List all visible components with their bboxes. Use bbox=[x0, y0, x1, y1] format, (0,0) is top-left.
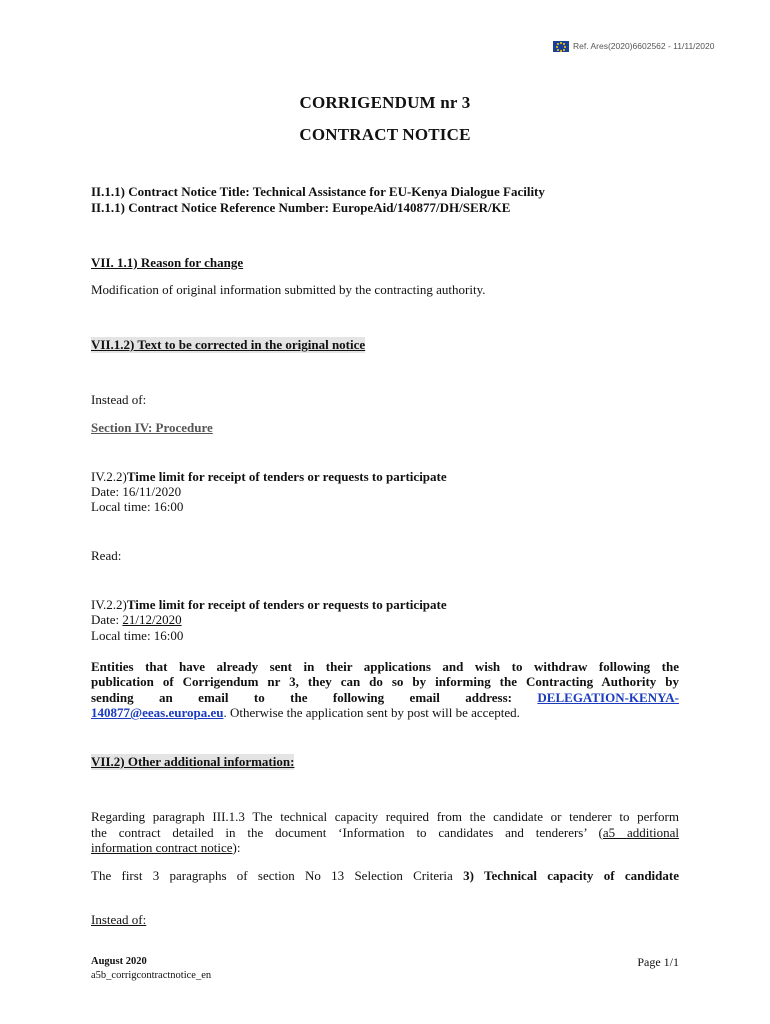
additional-para-line-2: the contract detailed in the document ‘Information to candidates and tenderers’ (a5 additional bbox=[91, 825, 679, 840]
document-title: CORRIGENDUM nr 3 bbox=[299, 93, 471, 112]
new-time-limit: IV.2.2)Time limit for receipt of tenders or requests to participate bbox=[91, 597, 447, 612]
reference-text: Ref. Ares(2020)6602562 - 11/11/2020 bbox=[573, 41, 715, 51]
document-reference bbox=[553, 39, 714, 53]
criteria-line: The first 3 paragraphs of section No 13 Selection Criteria 3) Technical capacity of candidate bbox=[91, 868, 679, 883]
instead-of-label-2: Instead of: bbox=[91, 912, 147, 927]
reason-heading: VII. 1.1) Reason for change bbox=[91, 255, 244, 270]
footer-left bbox=[91, 955, 211, 983]
email-link-part-2[interactable]: 140877@eeas.europa.eu bbox=[91, 705, 224, 720]
withdraw-line-3: sending an email to the following email address: DELEGATION-KENYA- bbox=[91, 690, 679, 705]
reason-text: Modification of original information submitted by the contracting authority. bbox=[91, 282, 486, 297]
document-subtitle: CONTRACT NOTICE bbox=[299, 125, 471, 144]
additional-para-line-1: Regarding paragraph III.1.3 The technical capacity required from the candidate or tenderer to perform bbox=[91, 809, 679, 824]
page-number: Page 1/1 bbox=[637, 955, 679, 969]
footer-date: August 2020 bbox=[91, 956, 147, 967]
new-date: Date: 21/12/2020 bbox=[91, 612, 182, 627]
footer-filename: a5b_corrigcontractnotice_en bbox=[91, 970, 212, 981]
additional-para-line-3: information contract notice): bbox=[91, 840, 241, 855]
instead-of-label: Instead of: bbox=[91, 392, 147, 407]
withdraw-line-1: Entities that have already sent in their applications and wish to withdraw following the bbox=[91, 659, 679, 674]
email-link-part-1[interactable]: DELEGATION-KENYA- bbox=[537, 690, 679, 705]
original-date: Date: 16/11/2020 bbox=[91, 484, 182, 499]
section-label: Section IV: Procedure bbox=[91, 420, 213, 435]
original-time: Local time: 16:00 bbox=[91, 499, 184, 514]
eu-flag-icon bbox=[553, 41, 569, 52]
original-time-limit: IV.2.2)Time limit for receipt of tenders or requests to participate bbox=[91, 469, 447, 484]
notice-reference-line: II.1.1) Contract Notice Reference Number: EuropeAid/140877/DH/SER/KE bbox=[91, 200, 511, 215]
read-label: Read: bbox=[91, 548, 122, 563]
withdraw-line-2: publication of Corrigendum nr 3, they can do so by informing the Contracting Authority by bbox=[91, 674, 679, 689]
correction-heading: VII.1.2) Text to be corrected in the original notice bbox=[91, 337, 366, 352]
withdraw-line-4: 140877@eeas.europa.eu. Otherwise the application sent by post will be accepted. bbox=[91, 705, 520, 720]
additional-heading: VII.2) Other additional information: bbox=[91, 754, 295, 769]
notice-title-line: II.1.1) Contract Notice Title: Technical Assistance for EU-Kenya Dialogue Facility bbox=[91, 184, 545, 199]
new-time: Local time: 16:00 bbox=[91, 628, 184, 643]
